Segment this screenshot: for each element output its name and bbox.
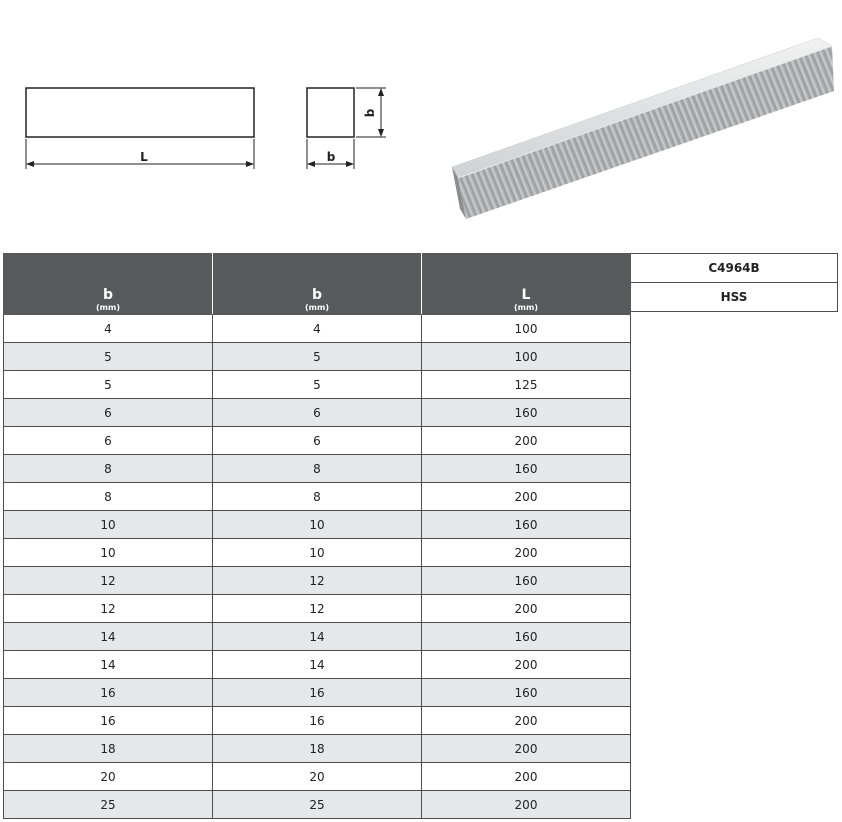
header-width-unit: (mm) (96, 303, 120, 312)
cell-width: 12 (4, 595, 213, 623)
length-dimension-label: L (140, 150, 148, 164)
side-view-drawing (26, 88, 254, 169)
height-dimension-label: b (363, 108, 377, 118)
cell-width: 8 (4, 483, 213, 511)
cell-length: 160 (422, 511, 631, 539)
table-row (4, 567, 631, 595)
cell-length: 160 (422, 679, 631, 707)
cell-length: 200 (422, 707, 631, 735)
cell-width: 4 (4, 315, 213, 343)
cell-height: 10 (213, 511, 422, 539)
cell-height: 20 (213, 763, 422, 791)
cell-width: 14 (4, 651, 213, 679)
header-length-unit: (mm) (514, 303, 538, 312)
side-view-outline (26, 88, 254, 137)
table-body (4, 315, 631, 819)
technical-drawing (0, 0, 842, 240)
header-height-symbol: b (311, 287, 323, 303)
cell-width: 6 (4, 399, 213, 427)
cell-height: 16 (213, 707, 422, 735)
header-length (422, 254, 631, 315)
cell-width: 12 (4, 567, 213, 595)
table-row (4, 427, 631, 455)
cell-height: 12 (213, 595, 422, 623)
cell-length: 160 (422, 399, 631, 427)
dimensions-table (3, 253, 631, 819)
cell-length: 160 (422, 455, 631, 483)
width-dimension-label: b (326, 150, 336, 164)
cell-length: 200 (422, 763, 631, 791)
tool-bit-image (452, 38, 834, 219)
cell-length: 200 (422, 651, 631, 679)
cell-length: 200 (422, 427, 631, 455)
cell-height: 25 (213, 791, 422, 819)
cell-width: 16 (4, 679, 213, 707)
cell-length: 200 (422, 483, 631, 511)
table-row (4, 455, 631, 483)
cell-height: 18 (213, 735, 422, 763)
table-row (4, 763, 631, 791)
header-height-unit: (mm) (305, 303, 329, 312)
cell-length: 200 (422, 735, 631, 763)
table-header-row (4, 254, 631, 315)
cell-height: 6 (213, 399, 422, 427)
cell-height: 4 (213, 315, 422, 343)
cell-height: 14 (213, 651, 422, 679)
table-row (4, 315, 631, 343)
cell-length: 160 (422, 623, 631, 651)
cell-height: 8 (213, 483, 422, 511)
cell-length: 100 (422, 315, 631, 343)
cell-width: 25 (4, 791, 213, 819)
cell-height: 5 (213, 371, 422, 399)
table-row (4, 399, 631, 427)
table-row (4, 791, 631, 819)
header-width (4, 254, 213, 315)
cell-length: 100 (422, 343, 631, 371)
table-row (4, 679, 631, 707)
cell-width: 20 (4, 763, 213, 791)
cell-height: 8 (213, 455, 422, 483)
cell-width: 14 (4, 623, 213, 651)
cell-width: 10 (4, 539, 213, 567)
cell-length: 200 (422, 539, 631, 567)
cell-width: 5 (4, 371, 213, 399)
table-row (4, 735, 631, 763)
cell-height: 10 (213, 539, 422, 567)
table-row (4, 623, 631, 651)
end-view-outline (307, 88, 354, 137)
cell-width: 8 (4, 455, 213, 483)
cell-length: 200 (422, 791, 631, 819)
cell-length: 160 (422, 567, 631, 595)
table-row (4, 539, 631, 567)
table-row (4, 483, 631, 511)
tool-bit-side-face (458, 46, 834, 219)
cell-width: 10 (4, 511, 213, 539)
table-row (4, 371, 631, 399)
header-width-symbol: b (102, 287, 114, 303)
table-row (4, 343, 631, 371)
cell-width: 5 (4, 343, 213, 371)
product-code: C4964B (631, 254, 838, 283)
table-row (4, 595, 631, 623)
cell-width: 16 (4, 707, 213, 735)
cell-length: 200 (422, 595, 631, 623)
cell-width: 18 (4, 735, 213, 763)
cell-height: 5 (213, 343, 422, 371)
cell-height: 14 (213, 623, 422, 651)
table-row (4, 511, 631, 539)
header-length-symbol: L (521, 287, 531, 303)
table-row (4, 707, 631, 735)
header-height (213, 254, 422, 315)
cell-height: 16 (213, 679, 422, 707)
end-view-drawing (307, 88, 386, 169)
cell-length: 125 (422, 371, 631, 399)
product-material: HSS (631, 283, 838, 312)
table-row (4, 651, 631, 679)
cell-height: 6 (213, 427, 422, 455)
cell-height: 12 (213, 567, 422, 595)
cell-width: 6 (4, 427, 213, 455)
product-code-box (630, 253, 838, 312)
